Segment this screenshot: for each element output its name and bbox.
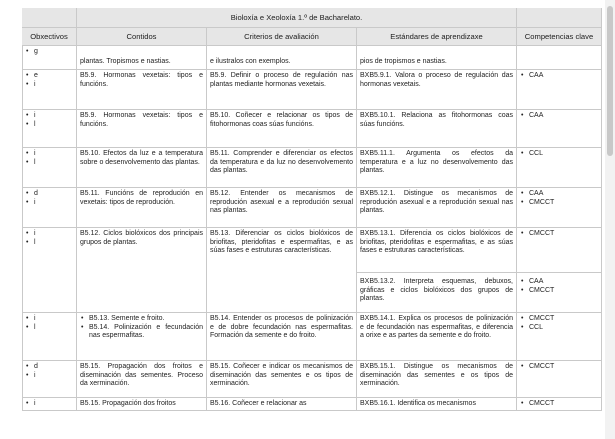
table-row-competencias: • CAA • CMCCT xyxy=(517,188,602,228)
table-row-obxectivos: • d • i xyxy=(22,188,77,228)
table-row-obxectivos: • g xyxy=(22,46,77,70)
table-title-blank-right xyxy=(517,8,602,28)
table-row-estandares: BXB5.12.1. Distingue os mecanismos de reprodución asexual e a reprodución sexual nas plantas. xyxy=(357,188,517,228)
table-row-competencias: • CAA • CMCCT xyxy=(517,273,602,313)
table-row-contidos: B5.9. Hormonas vexetais: tipos e funcións. xyxy=(77,110,207,148)
table-row-obxectivos: • i • l xyxy=(22,110,77,148)
table-row-estandares: BXB5.15.1. Distingue os mecanismos de diseminación das sementes e os tipos de xerminación. xyxy=(357,361,517,398)
table-row-estandares: BXB5.16.1. Identifica os mecanismos xyxy=(357,398,517,411)
table-row-contidos: B5.15. Propagación dos froitos e diseminación das sementes. Proceso da xerminación. xyxy=(77,361,207,398)
column-header-contidos: Contidos xyxy=(77,28,207,46)
column-header-criterios: Criterios de avaliación xyxy=(207,28,357,46)
table-row-estandares: BXB5.9.1. Valora o proceso de regulación das hormonas vexetais. xyxy=(357,70,517,110)
table-row-estandares: BXB5.11.1. Argumenta os efectos da temperatura e a luz no desenvolvemento das plantas. xyxy=(357,148,517,188)
table-row-estandares: BXB5.10.1. Relaciona as fitohormonas coas súas funcións. xyxy=(357,110,517,148)
table-row-obxectivos: • d • i xyxy=(22,361,77,398)
table-row-contidos: • B5.13. Semente e froito. • B5.14. Polinización e fecundación nas espermafitas. xyxy=(77,313,207,361)
table-row-competencias: • CMCCT xyxy=(517,228,602,273)
table-row-contidos: B5.15. Propagación dos froitos xyxy=(77,398,207,411)
table-row-criterios: B5.11. Comprender e diferenciar os efectos da temperatura e da luz no desenvolvemento das plantas. xyxy=(207,148,357,188)
table-row-estandares: BXB5.13.2. Interpreta esquemas, debuxos, gráficas e ciclos biolóxicos dos grupos de plantas. xyxy=(357,273,517,313)
table-row-contidos: plantas. Tropismos e nastias. xyxy=(77,46,207,70)
table-row-obxectivos: • i xyxy=(22,398,77,411)
table-row-contidos: B5.10. Efectos da luz e a temperatura sobre o desenvolvemento das plantas. xyxy=(77,148,207,188)
scrollbar-thumb[interactable] xyxy=(607,6,613,156)
table-row-criterios: B5.9. Definir o proceso de regulación nas plantas mediante hormonas vexetais. xyxy=(207,70,357,110)
table-row-obxectivos: • e • i xyxy=(22,70,77,110)
table-row-contidos: B5.12. Ciclos biolóxicos dos principais grupos de plantas. xyxy=(77,228,207,313)
table-title-blank xyxy=(22,8,77,28)
table-row-competencias: • CMCCT • CCL xyxy=(517,313,602,361)
table-row-contidos: B5.11. Funcións de reprodución en vexetais: tipos de reprodución. xyxy=(77,188,207,228)
table-row-criterios: B5.13. Diferenciar os ciclos biolóxicos de briofitas, pteridofitas e espermafitas, e as súas fases e estruturas características. xyxy=(207,228,357,313)
table-row-estandares: BXB5.14.1. Explica os procesos de polinización e de fecundación nas espermafitas, e diferencia a orixe e as partes da semente e do froito. xyxy=(357,313,517,361)
table-row-contidos: B5.9. Hormonas vexetais: tipos e funcións. xyxy=(77,70,207,110)
table-row-competencias: • CCL xyxy=(517,148,602,188)
table-title: Bioloxía e Xeoloxía 1.º de Bacharelato. xyxy=(77,8,517,28)
table-row-criterios: e ilustralos con exemplos. xyxy=(207,46,357,70)
table-row-criterios: B5.12. Entender os mecanismos de reprodución asexual e a reprodución sexual nas plantas. xyxy=(207,188,357,228)
table-row-competencias xyxy=(517,46,602,70)
table-row-estandares: pios de tropismos e nastias. xyxy=(357,46,517,70)
table-row-competencias: • CMCCT xyxy=(517,398,602,411)
table-row-competencias: • CAA xyxy=(517,110,602,148)
table-row-competencias: • CAA xyxy=(517,70,602,110)
table-row-estandares: BXB5.13.1. Diferencia os ciclos biolóxicos de briofitas, pteridofitas e espermafitas, e as súas fases e estruturas características. xyxy=(357,228,517,273)
table-row-competencias: • CMCCT xyxy=(517,361,602,398)
table-row-criterios: B5.10. Coñecer e relacionar os tipos de fitohormonas coas súas funcións. xyxy=(207,110,357,148)
table-row-criterios: B5.16. Coñecer e relacionar as xyxy=(207,398,357,411)
table-row-criterios: B5.14. Entender os procesos de polinización e de dobre fecundación nas espermafitas. Formación da semente e do froito. xyxy=(207,313,357,361)
column-header-competencias: Competencias clave xyxy=(517,28,602,46)
table-row-criterios: B5.15. Coñecer e indicar os mecanismos de diseminación das sementes e os tipos de xerminación. xyxy=(207,361,357,398)
curriculum-table xyxy=(22,8,602,411)
vertical-scrollbar[interactable] xyxy=(605,0,615,439)
table-row-obxectivos: • i • l xyxy=(22,228,77,313)
table-row-obxectivos: • i • l xyxy=(22,148,77,188)
table-row-obxectivos: • i • l xyxy=(22,313,77,361)
column-header-obxectivos: Obxectivos xyxy=(22,28,77,46)
column-header-estandares: Estándares de aprendizaxe xyxy=(357,28,517,46)
